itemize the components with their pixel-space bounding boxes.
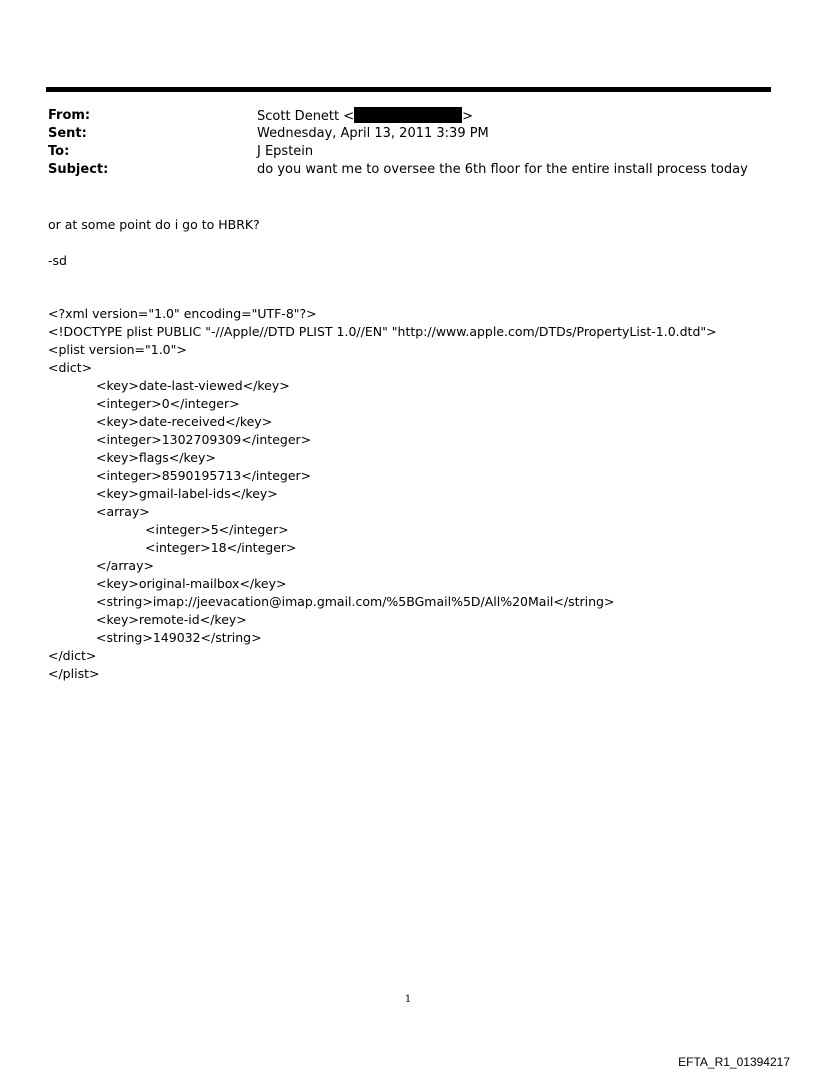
subject-label: Subject: (48, 162, 109, 177)
plist-line: </dict> (48, 648, 97, 663)
plist-line: <string>imap://jeevacation@imap.gmail.com/%5BGmail%5D/All%20Mail</string> (96, 594, 615, 609)
plist-line: </plist> (48, 666, 100, 681)
page-number: 1 (404, 994, 412, 1005)
from-value (257, 107, 473, 126)
plist-line: <key>date-received</key> (96, 414, 273, 429)
plist-line: <?xml version="1.0" encoding="UTF-8"?> (48, 306, 317, 321)
message-signature: -sd (48, 253, 67, 268)
plist-line: <integer>0</integer> (96, 396, 240, 411)
to-label: To: (48, 144, 70, 159)
document-id: EFTA_R1_01394217 (678, 1055, 790, 1069)
to-value: J Epstein (257, 144, 314, 159)
plist-line: <key>gmail-label-ids</key> (96, 486, 278, 501)
redaction-block (354, 107, 462, 123)
plist-line: <key>remote-id</key> (96, 612, 247, 627)
plist-line: <integer>5</integer> (145, 522, 289, 537)
plist-line: <integer>18</integer> (145, 540, 297, 555)
plist-line: <string>149032</string> (96, 630, 262, 645)
plist-line: <dict> (48, 360, 93, 375)
subject-value: do you want me to oversee the 6th floor for the entire install process today (257, 162, 748, 177)
message-body-line: or at some point do i go to HBRK? (48, 217, 260, 232)
plist-line: <integer>1302709309</integer> (96, 432, 312, 447)
sender-close-bracket: > (462, 109, 474, 124)
plist-line: </array> (96, 558, 154, 573)
sent-label: Sent: (48, 126, 87, 141)
sent-value: Wednesday, April 13, 2011 3:39 PM (257, 126, 489, 141)
plist-line: <array> (96, 504, 150, 519)
plist-line: <key>original-mailbox</key> (96, 576, 287, 591)
sender-name: Scott Denett < (257, 109, 355, 124)
plist-line: <plist version="1.0"> (48, 342, 187, 357)
plist-line: <integer>8590195713</integer> (96, 468, 312, 483)
from-label: From: (48, 108, 91, 123)
plist-line: <key>flags</key> (96, 450, 216, 465)
header-divider (46, 87, 771, 92)
plist-line: <!DOCTYPE plist PUBLIC "-//Apple//DTD PLIST 1.0//EN" "http://www.apple.com/DTDs/PropertyList-1.0.dtd"> (48, 324, 717, 339)
plist-line: <key>date-last-viewed</key> (96, 378, 290, 393)
